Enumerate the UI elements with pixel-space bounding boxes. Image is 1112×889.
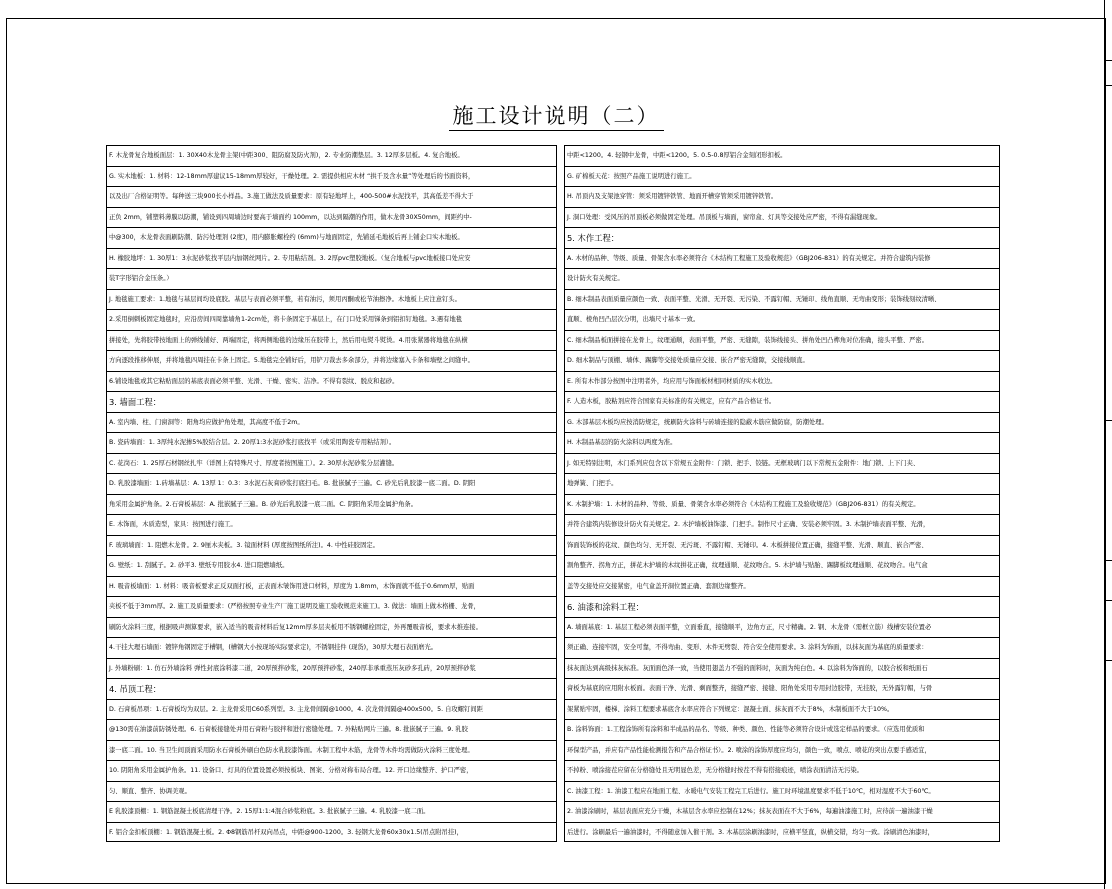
note-line: F. 铝合金扣板顶棚：1. 钢筋混凝土板。2. Φ8钢筋吊杆双向吊点，中距@900-1200。3. 轻钢大龙骨60x30x1.5(吊点附吊挂)， xyxy=(109,828,463,836)
note-line: H. 木制品基层的防火涂料以两度为准。 xyxy=(565,433,999,454)
note-line: 架紧贴牢固，楼梯、涂料工程要求基底含水率应符合下列规定：混凝土面、抹灰面不大于8%，木制板面不大于10%。 xyxy=(565,700,999,721)
note-line: 4. 吊顶工程： xyxy=(107,679,556,700)
note-line: H. 橡胶地坪：1. 30厚1：3水泥砂浆找平层内加钢丝网片。2. 专用粘结剂。3. 2厚pvc塑胶地板。（复合地板与pvc地板接口处应安 xyxy=(107,249,556,270)
title-block-divider xyxy=(1104,420,1112,421)
note-line: D. 乳胶漆墙面：1.砖墙基层：A. 13厚 1：0.3：3水泥石灰膏砂浆打底扫毛。B. 批嵌腻子三遍。C. 砂光后乳胶漆一底二面。D. 阴阳 xyxy=(107,474,556,495)
note-line: 6.铺设地毯或其它粘贴面层的基底表面必须平整、光滑、干燥、密实、洁净。不得有裂纹、脱皮和起砂。 xyxy=(107,372,556,393)
note-line: 4.干挂大理石墙面：镀锌角钢固定于槽钢，(槽钢大小按现场实际要求定)，不锈钢挂件 (现货)，30厚大理石表面磨光。 xyxy=(107,638,556,659)
note-line: F. 木龙骨复合地板面层：1. 30X40木龙骨主架(中距300、阻防腐及防火剂)，2. 专业防潮垫层。3. 12厚多层板。4. 复合地板。 xyxy=(107,146,556,167)
note-line: H. 吸音板墙面：1. 材料：吸音板要求正反双面打板，正表面木皱饰用进口材料，厚度为 1.8mm，木饰面就不低于0.6mm厚，贴面 xyxy=(107,577,556,598)
left-notes-table xyxy=(106,145,557,842)
note-line: 夹板不低于3mm厚。2. 施工及质量要求：(严格按照专业生产厂施工说明及施工验收规范来施工)。3. 做法：墙面上做木格栅、龙骨， xyxy=(107,597,556,618)
note-line: E 乳胶漆顶棚：1. 钢筋混凝土板底清理干净。2. 15厚1:1:4混合砂浆粉底。3. 批嵌腻子三遍。4. 乳胶漆一底二面。 xyxy=(107,802,556,823)
title-block-divider xyxy=(1104,60,1112,61)
page-title-text: 施工设计说明（二） xyxy=(449,104,664,131)
note-line: 刷防火涂料三度，根据吸声测算要求，嵌入适当的吸音材料后复12mm厚多层夹板用不锈钢螺栓固定，外再覆吸音板，要求木推连接。 xyxy=(107,618,556,639)
note-line: G. 壁纸：1. 刮腻子。2. 砂平3. 壁纸专用胶水4. 进口阻燃墙纸。 xyxy=(107,556,556,577)
note-line: G. 实木地板：1. 材料：12-18mm厚建议15-18mm厚较好，干燥处理。2. 需提供相应木材 “拱千及含水量”等处理后的书面资料， xyxy=(107,167,556,188)
note-line: 不掉粉、喷涂接茬应留在分格缝处且无明显色差，无分格缝时按茬不得有搭接痕迹，喷涂表面清洁无污染。 xyxy=(565,761,999,782)
note-line: 拼接处，先将胶带按地面上的弹线铺好、两端固定，将两侧地毯的边缘压在胶带上，然后用电熨斗熨烫。4.用张紧器将地毯在纵横 xyxy=(107,331,556,352)
note-line: J. 如无特别注明，木门系列应包含以下常规五金附件：门锁、把手、铰链。无框玻璃门以下常规五金附件：地门锁、上下门夹、 xyxy=(565,454,999,475)
note-line: 设计防火有关规定。 xyxy=(565,269,999,290)
note-line: 3. 墙面工程： xyxy=(107,392,556,413)
note-line: 2.采用倒刺板固定地毯时，应沿房间四周靠墙角1-2cm处，将卡条固定于基层上，在门口处采用锑条到铝扣钉地毯。3.遇有地毯 xyxy=(107,310,556,331)
note-line: D. 石膏板吊项：1.石膏板均为双层。2. 主龙骨采用C60系列型。3. 主龙骨间隔@1000。4. 次龙骨间隔@400x500。5. 自攻螺钉间距 xyxy=(107,700,556,721)
note-line: 环保型产品，并应有产品性能检测报告和产品合格证书）。2. 喷涂的涂饰厚度应均匀，颜色一致，喷点、喷花的突出点要手感适宜， xyxy=(565,741,999,762)
note-line: G. 矿棉板天花：按照产品施工说明进行施工。 xyxy=(565,167,999,188)
note-line: G. 木部基层木板均应按消防规定，统刷防火涂料与砖墙连接的隐蔽木筋应做防腐，防潮处理。 xyxy=(565,413,999,434)
page-title xyxy=(0,100,1112,130)
note-line: 地弹簧、门把手。 xyxy=(565,474,999,495)
note-line: 膏板为基底的应用附水板面。表面干净、光滑、剩面整齐，接缝严密、接缝、阳角处采用专用封边胶带，无挂胶，无外露钉帽，与骨 xyxy=(565,679,999,700)
note-line: 以及出厂合格证明等。每种送三块900长小样品。3.施工做法及质量要求：原有轻地坪上，400-500#水泥找平，其高低差不得大于 xyxy=(107,187,556,208)
note-line: 5. 木作工程： xyxy=(565,228,999,249)
note-line: E. 木饰面，木质造型，家具：按图进行施工。 xyxy=(107,515,556,536)
note-line: 饰面装饰板的花纹、颜色均匀、无开裂、无污斑、不露钉帽、无锤印。4. 木板拼接位置正确，接缝平整、光滑、顺直、嵌合严密、 xyxy=(565,536,999,557)
note-line: F. 玻璃墙面：1. 阻燃木龙骨。2. 9厘木夹板。3. 镜面材料 (厚度按图纸所注)。4. 中性硅胶固定。 xyxy=(107,536,556,557)
note-line: E. 所有木作部分按图中注明者外，均应用与饰面板材相同材质的实木收边。 xyxy=(565,372,999,393)
note-line: A. 室内墙、柱、门窗洞等：阳角均应做护角处理，其高度不低于2m。 xyxy=(107,413,556,434)
note-line: 盖等交接处应交接紧密，电气盒盖开洞位置正确、套割边缘整齐。 xyxy=(565,577,999,598)
right-notes-table xyxy=(564,145,1000,842)
title-block-divider xyxy=(1104,660,1112,661)
title-block-divider xyxy=(1104,560,1112,561)
note-line: B. 涂料饰面：1.工程涂饰所有涂料和半成品的品名、等级、种类、颜色、性能等必须符合设计或选定样品的要求。（应选用优质和 xyxy=(565,720,999,741)
note-line: 方向逐段推移伸展，并将地毯四周挂在卡条上固定。5.地毯完全铺好后，用铲刀裁去多余部分，并将边缘塞入卡条和墙壁之间缝中。 xyxy=(107,351,556,372)
note-line: 抹灰面达到高级抹灰标准。灰面面色泽一致，当使用翅盖力不强的面料时，灰面为纯白色。4. 以涂料为饰面的，以胶合板和纸面石 xyxy=(565,659,999,680)
note-line: F. 人造木板，胶粘剂应符合国家有关标准的有关规定，应有产品合格证书。 xyxy=(565,392,999,413)
note-line: J. 洞口处理：受风压的吊顶板必须做固定处理。吊顶板与墙面，窗帘盒、灯具等交接处应严密，不得有漏缝现象。 xyxy=(565,208,999,229)
note-line: 6. 油漆和涂料工程： xyxy=(565,597,999,618)
note-line: C. 油漆工程：1. 油漆工程应在地面工程、水暖电气安装工程完工后进行。施工时环境温度要求不低于10℃，相对湿度不大于60℃。 xyxy=(565,782,999,803)
note-line: 并符合建筑内装修设计防火有关规定。2. 木护墙板油饰漆、门把手。制作尺寸正确、安装必须牢固。3. 木制护墙表面平整、光滑， xyxy=(565,515,999,536)
note-line: 装T字形铝合金压条。） xyxy=(107,269,556,290)
note-line: 2. 油漆涂刷时，基层表面应充分干燥，木基层含水率应控制在12%；抹灰表面在不大于6%，每遍油漆施工时，应待前一遍油漆干燥 xyxy=(565,802,999,823)
note-line: B. 细木制品表面质量应颜色一致、表面平整、光滑、无开裂、无污染、不露钉帽、无锤印、线角直顺、无弯曲变形；装饰线刻纹清晰、 xyxy=(565,290,999,311)
note-line: 割角整齐、拐角方正，拼花木护墙的木纹拼花正确，纹理通顺、花纹吻合。5. 木护墙与贴胎、踢脚板纹理通顺、花纹吻合。电气盒 xyxy=(565,556,999,577)
note-line: A. 墙面基底：1. 基层工程必须表面平整，立面垂直，接缝顺平，边角方正，尺寸精确。2. 钢、木龙骨（需框立筋）线槽安装位置必 xyxy=(565,618,999,639)
title-block-divider xyxy=(1104,600,1112,601)
title-block-divider xyxy=(1104,85,1112,86)
note-line: C. 细木制品板面拼接在龙骨上，纹理通顺，表面平整，严密、无缝隙，装饰线接头、拼角处凹凸榫角对位准确，接头平整、严密。 xyxy=(565,331,999,352)
note-line: 角采用金属护角条。2.石膏板基层：A. 批嵌腻子三遍。B. 砂光后乳胶漆一底二面。C. 阴阳角采用金属护角条。 xyxy=(107,495,556,516)
note-line: @130需在油漆前防锈处理。6. 石膏板接缝处并用石膏粉与胶拌和进行密缝处理。7. 外粘贴网片三遍。8. 批嵌腻子三遍。9. 乳胶 xyxy=(107,720,556,741)
note-line: 匀、顺直、整齐、协调美观。 xyxy=(107,782,556,803)
note-line: B. 瓷砖墙面：1. 3厚纯水泥掺5%胶结合层。2. 20厚1:3水泥砂浆打底找平（或采用陶瓷专用粘结剂）。 xyxy=(107,433,556,454)
note-line: D. 细木制品与顶棚、墙体、踢脚等交接处质量应交接、嵌合严密无缝隙，交接线顺直。 xyxy=(565,351,999,372)
title-block-strip xyxy=(1104,0,1112,889)
note-line: A. 木材的品种、等级、质量、骨架含水率必须符合《木结构工程施工及验收规范》（GBJ206-831）的有关规定。并符合建筑内装修 xyxy=(565,249,999,270)
note-line: 正负 2mm，铺塑料薄膜以防潮，铺设到四周墙边时要高于墙面约 100mm，以达到隔潮的作用，做木龙骨30X50mm，间距约中- xyxy=(107,208,556,229)
note-line: 中@300，木龙骨表面刷防潮、防污处理剂 (2度)，用内膨胀螺栓约 (6mm)与地面固定，先铺延毛地板后再上铺企口实木地板。 xyxy=(107,228,556,249)
note-line: J. 地毯施工要求：1.地毯与基层间均设底胶。基层与表面必须平整，若有油污，须用丙酮或松节油擦净。木地板上应注意钉头。 xyxy=(107,290,556,311)
note-line: 10. 阴阳角采用金属护角条。11. 设备口、灯具的位置设置必须按板块、图案、分格对称布局合理。12. 开口边缘整齐、护口严密， xyxy=(107,761,556,782)
note-line: J. 外墙粉刷：1. 仿石外墙涂料 弹性封底涂料漆二道，20厚预拌砂浆，20厚预拌砂浆，240厚非承重蒸压灰砂多孔砖，20厚预拌砂浆 xyxy=(107,659,556,680)
note-line: 漆一底二面。10. 当卫生间顶面采用防水石膏板外刷白色防水乳胶漆饰面。木制工程中木筋，龙骨等木件均需做防火涂料三度处理。 xyxy=(107,741,556,762)
note-line: H. 吊顶内及支架池穿管：须采用镀锌铁管、地面开槽穿管须采用镀锌铁管。 xyxy=(565,187,999,208)
note-line: 须正确、连接牢固，安全可靠，不得弯曲、变形、木件无劈裂、符合安全使用要求。3. 涂料为饰面，以抹灰面为基底的质量要求： xyxy=(565,638,999,659)
note-line: 后进行。涂刷最后一遍油漆时，不得随意加入催干剂。3. 木基层涂刷油漆时，应横平竖直，纵横交错，均匀一致。涂刷清色油漆时， xyxy=(567,828,934,836)
note-line: K. 木制护墙：1. 木材的品种、等级、质量、骨架含水率必须符合《木结构工程施工及验收规范》（GBJ206-831）的有关规定。 xyxy=(565,495,999,516)
note-line: 直顺、棱角凹凸层次分明，出墙尺寸基本一致。 xyxy=(565,310,999,331)
note-line: C. 花岗石：1. 25厚石材钢丝扎牢（详图上有特殊尺寸、厚度者按图施工）。2. 30厚水泥砂浆分层灌缝。 xyxy=(107,454,556,475)
note-line: 中距<1200。4. 轻钢中龙骨，中距<1200。5. 0.5-0.8厚铝合金刻闭形扣板。 xyxy=(565,146,999,167)
